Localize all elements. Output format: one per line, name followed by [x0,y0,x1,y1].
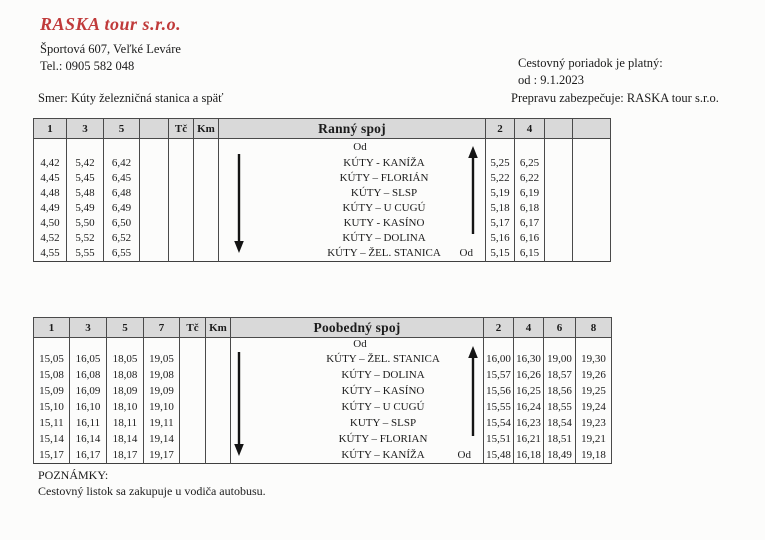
time-cell: 6,45 [104,171,140,186]
station-name: KÚTY – DOLINA [342,232,426,244]
time-cell: 18,57 [544,367,576,383]
time-cell: 16,25 [514,383,544,399]
time-cell: 15,56 [484,383,514,399]
time-cell: 16,11 [70,415,107,431]
table-row [34,399,612,415]
station-cell [219,231,486,246]
station-cell [219,186,486,201]
column-header: 6 [544,318,576,338]
time-cell: 15,05 [34,351,70,367]
empty-cell [104,139,140,157]
time-cell [573,171,611,186]
header-row [34,119,611,139]
validity-date: od : 9.1.2023 [518,73,584,87]
time-cell [180,431,206,447]
station-cell [231,351,484,367]
time-cell [573,201,611,216]
time-cell [180,367,206,383]
time-cell: 4,48 [34,186,67,201]
time-cell: 19,26 [576,367,612,383]
time-cell: 15,48 [484,447,514,464]
station-cell [219,246,486,262]
time-cell: 19,14 [144,431,180,447]
time-cell: 6,52 [104,231,140,246]
time-cell: 18,05 [107,351,144,367]
time-cell: 19,21 [576,431,612,447]
time-cell: 4,52 [34,231,67,246]
time-cell [194,231,219,246]
time-cell [573,156,611,171]
time-cell: 18,56 [544,383,576,399]
time-cell: 5,55 [67,246,104,262]
timetable-morning-table [33,118,611,262]
time-cell: 19,18 [576,447,612,464]
table-row [34,447,612,464]
table-row [34,246,611,262]
table-row [34,171,611,186]
table-row [34,156,611,171]
time-cell: 16,14 [70,431,107,447]
table-row [34,231,611,246]
empty-cell [34,139,67,157]
column-header: 8 [576,318,612,338]
time-cell [140,231,169,246]
time-cell: 18,10 [107,399,144,415]
column-header: 4 [515,119,545,139]
empty-cell [545,139,573,157]
time-cell: 6,25 [515,156,545,171]
time-cell: 16,05 [70,351,107,367]
validity-label: Cestovný poriadok je platný: [518,56,663,70]
time-cell: 6,19 [515,186,545,201]
time-cell [206,383,231,399]
time-cell: 5,17 [486,216,515,231]
time-cell: 16,08 [70,367,107,383]
od-cell [219,139,486,157]
station-cell [219,171,486,186]
time-cell [206,367,231,383]
up-arrow-icon [467,346,479,436]
od-label-bottom: Od [459,247,473,259]
time-cell: 18,11 [107,415,144,431]
table-title: Ranný spoj [219,119,486,139]
empty-cell [515,139,545,157]
time-cell: 19,00 [544,351,576,367]
column-header [140,119,169,139]
time-cell [140,171,169,186]
empty-cell [169,139,194,157]
time-cell [573,231,611,246]
time-cell [573,186,611,201]
empty-cell [180,338,206,352]
time-cell: 19,08 [144,367,180,383]
time-cell: 5,16 [486,231,515,246]
down-arrow-icon [233,154,245,253]
timetable-morning [33,118,610,262]
time-cell: 16,21 [514,431,544,447]
time-cell: 18,51 [544,431,576,447]
station-cell [231,447,484,464]
station-name: KUTY - KASÍNO [343,217,425,229]
time-cell: 5,25 [486,156,515,171]
time-cell [206,447,231,464]
column-header: 4 [514,318,544,338]
column-header [545,119,573,139]
column-header: 2 [486,119,515,139]
time-cell: 15,17 [34,447,70,464]
time-cell: 5,18 [486,201,515,216]
time-cell [545,216,573,231]
empty-cell [206,338,231,352]
station-cell [219,156,486,171]
time-cell: 18,54 [544,415,576,431]
time-cell: 15,57 [484,367,514,383]
time-cell: 16,17 [70,447,107,464]
time-cell: 19,11 [144,415,180,431]
time-cell: 6,55 [104,246,140,262]
time-cell [169,186,194,201]
column-header: Km [194,119,219,139]
time-cell: 19,30 [576,351,612,367]
down-arrow-icon [233,352,245,456]
header-row [34,318,612,338]
time-cell: 6,18 [515,201,545,216]
station-name: KÚTY – KANÍŽA [341,449,425,461]
time-cell [545,186,573,201]
time-cell: 18,17 [107,447,144,464]
time-cell: 16,24 [514,399,544,415]
time-cell: 6,42 [104,156,140,171]
timetable-afternoon [33,317,611,464]
notes-text: Cestovný listok sa zakupuje u vodiča autobusu. [38,484,266,498]
time-cell: 19,09 [144,383,180,399]
station-cell [231,415,484,431]
time-cell [194,156,219,171]
time-cell [180,415,206,431]
empty-cell [67,139,104,157]
time-cell [169,231,194,246]
time-cell: 16,30 [514,351,544,367]
od-label-top: Od [353,141,367,153]
column-header: 7 [144,318,180,338]
time-cell [140,186,169,201]
empty-cell [576,338,612,352]
time-cell [545,171,573,186]
time-cell [545,231,573,246]
station-cell [231,431,484,447]
od-row [34,338,612,352]
time-cell: 18,49 [544,447,576,464]
station-name: KÚTY - KANÍŽA [343,157,425,169]
time-cell: 16,26 [514,367,544,383]
time-cell [180,399,206,415]
table-row [34,186,611,201]
time-cell: 6,49 [104,201,140,216]
station-name: KÚTY – KASÍNO [341,385,425,397]
empty-cell [194,139,219,157]
time-cell: 15,54 [484,415,514,431]
station-name: KÚTY – DOLINA [341,369,425,381]
time-cell: 19,05 [144,351,180,367]
empty-cell [140,139,169,157]
time-cell: 5,22 [486,171,515,186]
time-cell: 5,42 [67,156,104,171]
time-cell: 15,09 [34,383,70,399]
column-header: 3 [67,119,104,139]
time-cell [194,186,219,201]
column-header: 1 [34,318,70,338]
empty-cell [514,338,544,352]
station-cell [231,383,484,399]
time-cell: 6,48 [104,186,140,201]
time-cell: 4,45 [34,171,67,186]
time-cell [140,156,169,171]
timetable-afternoon-table [33,317,612,464]
station-name: KÚTY – FLORIÁN [339,172,429,184]
table-row [34,415,612,431]
time-cell: 16,10 [70,399,107,415]
station-name: KÚTY – ŽEL. STANICA [326,353,440,365]
time-cell: 16,09 [70,383,107,399]
time-cell: 19,10 [144,399,180,415]
time-cell: 18,14 [107,431,144,447]
column-header: 5 [107,318,144,338]
time-cell: 15,14 [34,431,70,447]
direction-label: Smer: Kúty železničná stanica a späť [38,91,224,105]
time-cell [140,246,169,262]
time-cell [180,383,206,399]
time-cell: 5,49 [67,201,104,216]
time-cell: 6,17 [515,216,545,231]
table-row [34,201,611,216]
empty-cell [34,338,70,352]
table-row [34,216,611,231]
column-header: 3 [70,318,107,338]
time-cell [206,431,231,447]
time-cell [545,246,573,262]
station-name: KÚTY – U CUGÚ [341,401,425,413]
time-cell: 16,23 [514,415,544,431]
table-row [34,367,612,383]
validity-block [518,55,663,89]
time-cell: 5,52 [67,231,104,246]
station-cell [219,216,486,231]
time-cell: 19,23 [576,415,612,431]
column-header: Tč [180,318,206,338]
od-label-top: Od [353,338,367,350]
time-cell: 4,50 [34,216,67,231]
time-cell: 19,25 [576,383,612,399]
time-cell [545,201,573,216]
column-header: Km [206,318,231,338]
time-cell: 15,11 [34,415,70,431]
time-cell: 18,55 [544,399,576,415]
column-header: 2 [484,318,514,338]
empty-cell [486,139,515,157]
time-cell [194,246,219,262]
operator-label: Prepravu zabezpečuje: RASKA tour s.r.o. [511,91,719,105]
time-cell [194,216,219,231]
column-header: Tč [169,119,194,139]
time-cell: 15,55 [484,399,514,415]
time-cell [169,216,194,231]
time-cell [140,201,169,216]
time-cell: 4,42 [34,156,67,171]
time-cell: 18,09 [107,383,144,399]
up-arrow-icon [467,146,479,234]
time-cell [206,415,231,431]
table-row [34,383,612,399]
time-cell: 5,48 [67,186,104,201]
notes-title: POZNÁMKY: [38,468,109,482]
time-cell [169,171,194,186]
time-cell [206,351,231,367]
time-cell: 5,50 [67,216,104,231]
time-cell [169,246,194,262]
company-address: Športová 607, Veľké Leváre [40,42,181,56]
time-cell: 5,15 [486,246,515,262]
time-cell: 6,15 [515,246,545,262]
time-cell [573,246,611,262]
station-name: KÚTY – ŽEL. STANICA [327,247,441,259]
station-name: KÚTY – FLORIAN [338,433,428,445]
table-row [34,431,612,447]
table-title: Poobedný spoj [231,318,484,338]
empty-cell [70,338,107,352]
time-cell: 6,16 [515,231,545,246]
company-phone: Tel.: 0905 582 048 [40,59,135,73]
od-cell [231,338,484,352]
time-cell: 15,10 [34,399,70,415]
empty-cell [544,338,576,352]
time-cell: 5,19 [486,186,515,201]
time-cell [194,171,219,186]
empty-cell [573,139,611,157]
time-cell: 15,08 [34,367,70,383]
time-cell [180,351,206,367]
station-cell [231,367,484,383]
time-cell [140,216,169,231]
time-cell: 15,51 [484,431,514,447]
time-cell: 18,08 [107,367,144,383]
column-header [573,119,611,139]
column-header: 1 [34,119,67,139]
od-row [34,139,611,157]
empty-cell [107,338,144,352]
time-cell: 16,18 [514,447,544,464]
time-cell: 4,49 [34,201,67,216]
time-cell: 19,17 [144,447,180,464]
time-cell: 6,50 [104,216,140,231]
station-cell [231,399,484,415]
company-name: RASKA tour s.r.o. [40,14,182,34]
time-cell: 16,00 [484,351,514,367]
station-name: KÚTY – SLSP [350,187,418,199]
time-cell: 4,55 [34,246,67,262]
od-label-bottom: Od [457,449,471,461]
time-cell [180,447,206,464]
time-cell [169,201,194,216]
time-cell [169,156,194,171]
table-row [34,351,612,367]
time-cell: 19,24 [576,399,612,415]
time-cell: 6,22 [515,171,545,186]
time-cell [194,201,219,216]
station-cell [219,201,486,216]
time-cell [206,399,231,415]
station-name: KUTY – SLSP [349,417,417,429]
column-header: 5 [104,119,140,139]
station-name: KÚTY – U CUGÚ [342,202,426,214]
time-cell: 5,45 [67,171,104,186]
empty-cell [144,338,180,352]
empty-cell [484,338,514,352]
time-cell [545,156,573,171]
time-cell [573,216,611,231]
